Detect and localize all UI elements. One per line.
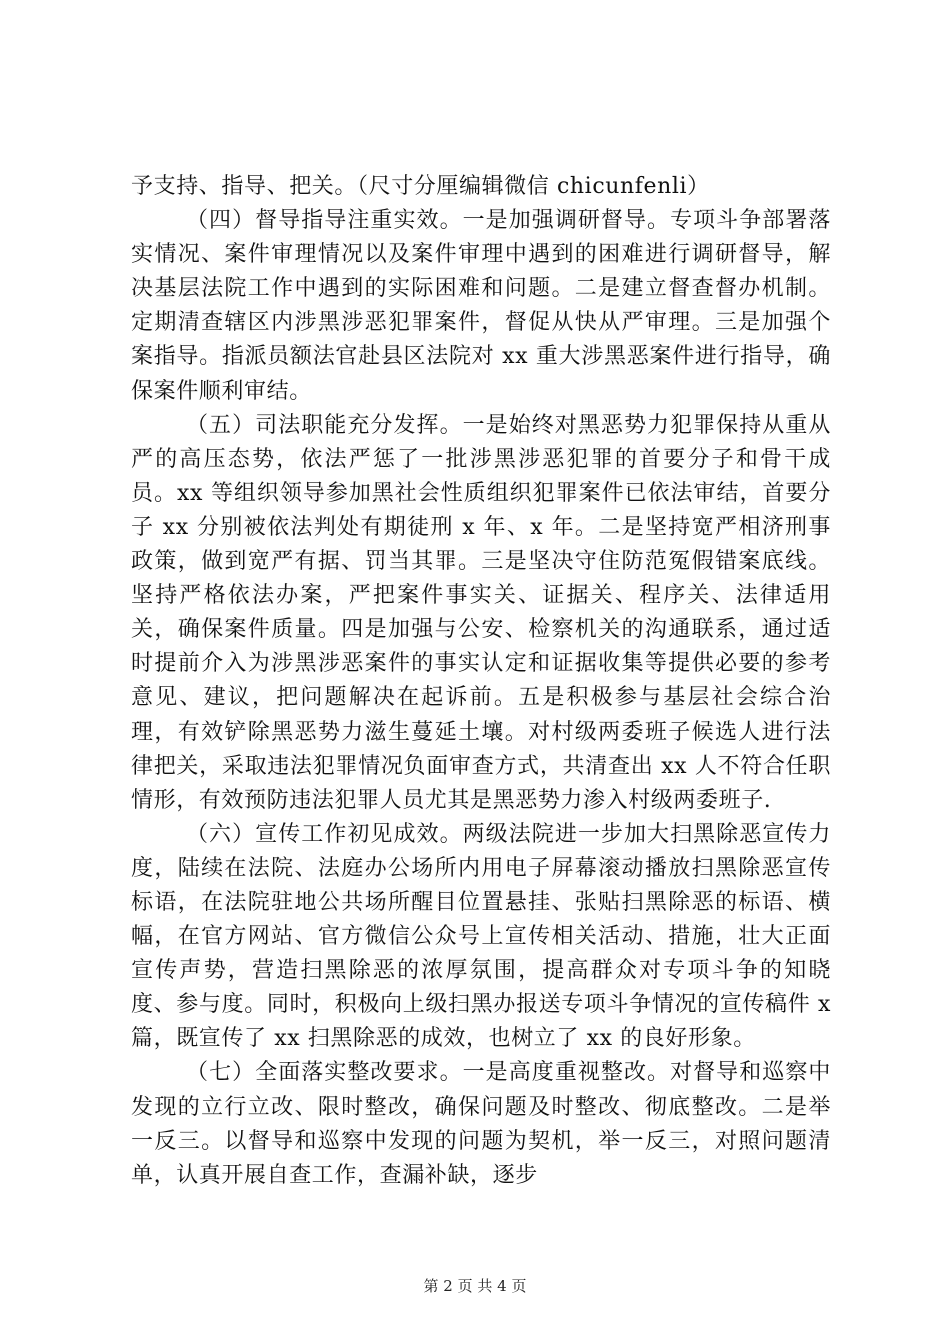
page-number-footer: 第 2 页 共 4 页 bbox=[423, 1277, 527, 1295]
paragraph-section-4: （四）督导指导注重实效。一是加强调研督导。专项斗争部署落实情况、案件审理情况以及案件审理中遇到的困难进行调研督导，解决基层法院工作中遇到的实际困难和问题。二是建立督查督办机制。定期清查辖区内涉黑涉恶犯罪案件，督促从快从严审理。三是加强个案指导。指派员额法官赴县区法院对 xx 重大涉黑恶案件进行指导，确保案件顺利审结。 bbox=[131, 208, 831, 404]
paragraph-continuation: 予支持、指导、把关。（尺寸分厘编辑微信 chicunfenli） bbox=[131, 174, 710, 199]
paragraph-section-7: （七）全面落实整改要求。一是高度重视整改。对督导和巡察中发现的立行立改、限时整改，确保问题及时整改、彻底整改。二是举一反三。以督导和巡察中发现的问题为契机，举一反三，对照问题清单，认真开展自查工作，查漏补缺，逐步 bbox=[131, 1060, 831, 1188]
paragraph-section-5: （五）司法职能充分发挥。一是始终对黑恶势力犯罪保持从重从严的高压态势，依法严惩了一批涉黑涉恶犯罪的首要分子和骨干成员。xx 等组织领导参加黑社会性质组织犯罪案件已依法审结，首要分子 xx 分别被依法判处有期徒刑 x 年、x 年。二是坚持宽严相济刑事政策，做到宽严有据、罚当其罪。三是坚决守住防范冤假错案底线。坚持严格依法办案，严把案件事实关、证据关、程序关、法律适用关，确保案件质量。四是加强与公安、检察机关的沟通联系，通过适时提前介入为涉黑涉恶案件的事实认定和证据收集等提供必要的参考意见、建议，把问题解决在起诉前。五是积极参与基层社会综合治理，有效铲除黑恶势力滋生蔓延土壤。对村级两委班子候选人进行法律把关，采取违法犯罪情况负面审查方式，共清查出 xx 人不符合任职情形，有效预防违法犯罪人员尤其是黑恶势力渗入村级两委班子. bbox=[131, 412, 831, 813]
document-body bbox=[131, 170, 831, 1193]
paragraph-section-6: （六）宣传工作初见成效。两级法院进一步加大扫黑除恶宣传力度，陆续在法院、法庭办公场所内用电子屏幕滚动播放扫黑除恶宣传标语，在法院驻地公共场所醒目位置悬挂、张贴扫黑除恶的标语、横幅，在官方网站、官方微信公众号上宣传相关活动、措施，壮大正面宣传声势，营造扫黑除恶的浓厚氛围，提高群众对专项斗争的知晓度、参与度。同时，积极向上级扫黑办报送专项斗争情况的宣传稿件 x 篇，既宣传了 xx 扫黑除恶的成效，也树立了 xx 的良好形象。 bbox=[131, 821, 831, 1052]
